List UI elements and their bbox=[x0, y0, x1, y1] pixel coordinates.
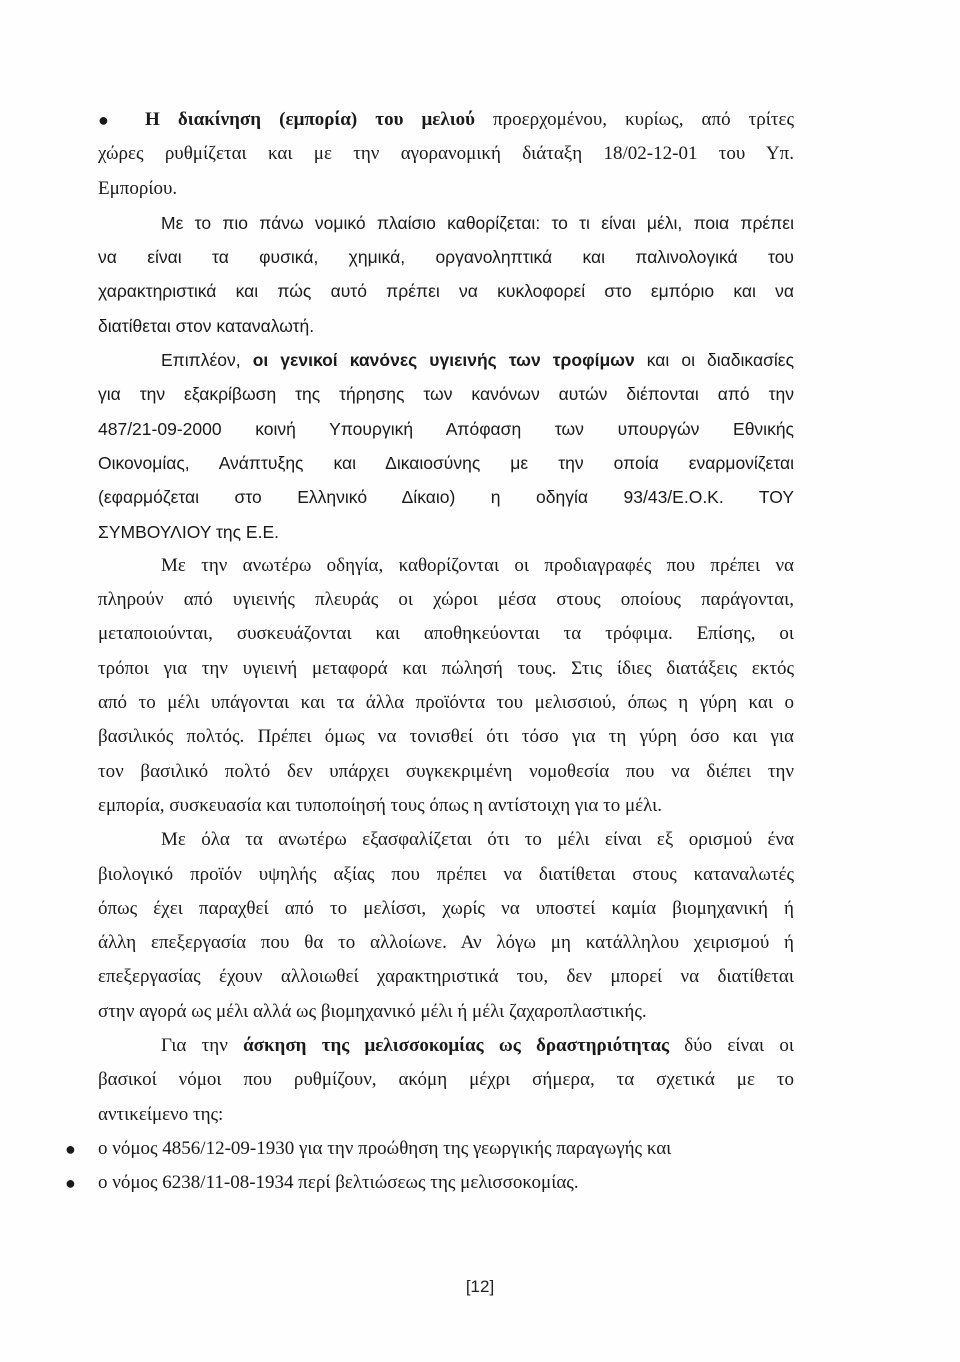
text-line: 487/21-09-2000 κοινή Υπουργική Απόφαση των υπουργών Εθνικής bbox=[98, 418, 794, 439]
text-line: εμπορία, συσκευασία και τυποποίησή τους όπως η αντίστοιχη για το μέλι. bbox=[98, 794, 662, 816]
bullet-icon: ● bbox=[98, 110, 109, 130]
bullet-icon: ● bbox=[65, 1138, 76, 1159]
text-run: προερχομένου, κυρίως, από τρίτες bbox=[474, 109, 795, 130]
bullet-icon: ● bbox=[65, 1173, 76, 1194]
text-line: τον βασιλικό πολτό δεν υπάρχει συγκεκριμένη νομοθεσία που να διέπει την bbox=[98, 760, 794, 782]
text-line: βασιλικός πολτός. Πρέπει όμως να τονισθεί ότι τόσο για τη γύρη όσο και για bbox=[98, 726, 794, 748]
text-line: (εφαρμόζεται στο Ελληνικό Δίκαιο) η οδηγία 93/43/Ε.Ο.Κ. ΤΟΥ bbox=[98, 487, 794, 508]
text-line: χαρακτηριστικά και πώς αυτό πρέπει να κυκλοφορεί στο εμπόριο και να bbox=[98, 281, 794, 302]
text-line: πληρούν από υγιεινής πλευράς οι χώροι μέσα στους οποίους παράγονται, bbox=[98, 589, 794, 611]
text-line: βασικοί νόμοι που ρυθμίζουν, ακόμη μέχρι σήμερα, τα σχετικά με το bbox=[98, 1069, 794, 1091]
text-line: Οικονομίας, Ανάπτυξης και Δικαιοσύνης με την οποία εναρμονίζεται bbox=[98, 452, 794, 473]
bold-term: άσκηση της μελισσοκομίας ως δραστηριότητας bbox=[243, 1035, 670, 1057]
bullet-text: ο νόμος 6238/11-08-1934 περί βελτιώσεως της μελισσοκομίας. bbox=[98, 1172, 579, 1194]
text-line: από το μέλι υπάγονται και τα άλλα προϊόντα του μελισσιού, όπως η γύρη και ο bbox=[98, 692, 794, 714]
text-run: και οι διαδικασίες bbox=[634, 350, 795, 371]
text-line: όπως έχει παραχθεί από το μελίσσι, χωρίς να υποστεί καμία βιομηχανική ή bbox=[98, 897, 794, 919]
page-body bbox=[65, 103, 795, 1201]
page-number: [12] bbox=[465, 1277, 495, 1296]
bold-term: οι γενικοί κανόνες υγιεινής των τροφίμων bbox=[252, 350, 635, 371]
text-line: Με το πιο πάνω νομικό πλαίσιο καθορίζεται: το τι είναι μέλι, ποια πρέπει bbox=[161, 212, 794, 233]
text-line: για την εξακρίβωση της τήρησης των κανόνων αυτών διέπονται από την bbox=[98, 384, 794, 405]
text-line: μεταποιούνται, συσκευάζονται και αποθηκεύονται τα τρόφιμα. Επίσης, οι bbox=[98, 623, 794, 645]
text-line: ΣΥΜΒΟΥΛΙΟΥ της Ε.Ε. bbox=[98, 521, 279, 542]
text-line: τρόποι για την υγιεινή μεταφορά και πώλησή τους. Στις ίδιες διατάξεις εκτός bbox=[98, 657, 794, 679]
text-line: διατίθεται στον καταναλωτή. bbox=[98, 315, 315, 336]
text-line: Με την ανωτέρω οδηγία, καθορίζονται οι προδιαγραφές που πρέπει να bbox=[161, 554, 794, 576]
text-line: στην αγορά ως μέλι αλλά ως βιομηχανικό μέλι ή μέλι ζαχαροπλαστικής. bbox=[98, 1000, 647, 1022]
bullet-item-honey-trade bbox=[98, 103, 794, 137]
bullet-item-law-1934 bbox=[65, 1166, 794, 1200]
text-line: επεξεργασίας έχουν αλλοιωθεί χαρακτηριστικά του, δεν μπορεί να διατίθεται bbox=[98, 966, 794, 988]
text-line: χώρες ρυθμίζεται και με την αγορανομική διάταξη 18/02-12-01 του Υπ. bbox=[98, 143, 794, 165]
text-line: Με όλα τα ανωτέρω εξασφαλίζεται ότι το μέλι είναι εξ ορισμού ένα bbox=[161, 829, 794, 851]
text-line: να είναι τα φυσικά, χημικά, οργανοληπτικά και παλινολογικά του bbox=[98, 247, 794, 268]
text-run: Για την bbox=[161, 1035, 244, 1057]
text-line: άλλη επεξεργασία που θα το αλλοίωνε. Αν λόγω μη κατάλληλου χειρισμού ή bbox=[98, 932, 794, 954]
text-line bbox=[98, 343, 794, 377]
text-run: δύο είναι οι bbox=[669, 1035, 794, 1057]
bold-term: Η διακίνηση (εμπορία) του μελιού bbox=[145, 109, 475, 130]
bullet-item-law-1930 bbox=[65, 1132, 794, 1166]
text-line bbox=[98, 1029, 794, 1063]
text-line: αντικείμενο της: bbox=[98, 1103, 224, 1125]
bullet-text: ο νόμος 4856/12-09-1930 για την προώθηση της γεωργικής παραγωγής και bbox=[98, 1137, 672, 1159]
text-line: βιολογικό προϊόν υψηλής αξίας που πρέπει να διατίθεται στους καταναλωτές bbox=[98, 863, 794, 885]
text-run: Επιπλέον, bbox=[161, 350, 253, 371]
text-line: Εμπορίου. bbox=[98, 177, 178, 199]
